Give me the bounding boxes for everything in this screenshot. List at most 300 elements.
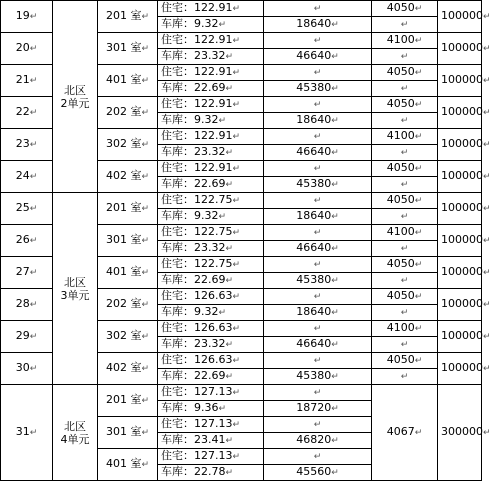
garage-area-text: 车库：9.32 bbox=[161, 209, 219, 222]
garage-amount bbox=[264, 401, 372, 417]
total-amount bbox=[438, 97, 491, 129]
paragraph-mark-icon: ↵ bbox=[331, 244, 339, 254]
room-number-text: 301 室 bbox=[105, 233, 142, 246]
residence-area bbox=[158, 385, 264, 401]
unit-price bbox=[372, 225, 438, 241]
paragraph-mark-icon: ↵ bbox=[483, 140, 491, 150]
residence-amount bbox=[264, 65, 372, 81]
garage-amount-text: 46640 bbox=[296, 145, 332, 158]
garage-amount-text: 18720 bbox=[296, 401, 332, 414]
paragraph-mark-icon: ↵ bbox=[232, 196, 241, 206]
unit-price-text: 4067 bbox=[386, 425, 415, 438]
paragraph-mark-icon: ↵ bbox=[483, 268, 491, 278]
paragraph-mark-icon: ↵ bbox=[313, 420, 322, 430]
room-number bbox=[98, 353, 158, 385]
paragraph-mark-icon: ↵ bbox=[141, 204, 150, 214]
paragraph-mark-icon: ↵ bbox=[313, 100, 322, 110]
room-number bbox=[98, 417, 158, 449]
row-number-text: 30 bbox=[15, 361, 30, 374]
garage-amount-text: 45560 bbox=[296, 465, 332, 478]
paragraph-mark-icon: ↵ bbox=[313, 164, 322, 174]
garage-amount-text: 45380 bbox=[296, 273, 332, 286]
unit-price bbox=[372, 1, 438, 17]
paragraph-mark-icon: ↵ bbox=[414, 132, 423, 142]
paragraph-mark-icon: ↵ bbox=[141, 460, 150, 470]
total-amount-text: 100000 bbox=[441, 73, 483, 86]
residence-area-text: 住宅：122.91 bbox=[161, 129, 233, 142]
residence-area bbox=[158, 97, 264, 113]
residence-amount bbox=[264, 353, 372, 369]
paragraph-mark-icon: ↵ bbox=[29, 172, 38, 182]
unit-price-blank bbox=[372, 17, 438, 33]
garage-amount bbox=[264, 337, 372, 353]
total-amount-text: 100000 bbox=[441, 297, 483, 310]
residence-area-text: 住宅：122.75 bbox=[161, 257, 233, 270]
paragraph-mark-icon: ↵ bbox=[483, 76, 491, 86]
paragraph-mark-icon: ↵ bbox=[331, 116, 339, 126]
paragraph-mark-icon: ↵ bbox=[232, 292, 241, 302]
row-number-text: 29 bbox=[15, 329, 30, 342]
garage-amount bbox=[264, 273, 372, 289]
paragraph-mark-icon: ↵ bbox=[414, 100, 423, 110]
total-amount bbox=[438, 257, 491, 289]
paragraph-mark-icon: ↵ bbox=[141, 108, 150, 118]
paragraph-mark-icon: ↵ bbox=[225, 244, 234, 254]
unit-price bbox=[372, 33, 438, 49]
row-number bbox=[1, 161, 53, 193]
paragraph-mark-icon: ↵ bbox=[232, 68, 241, 78]
unit-zone: 北区 bbox=[64, 419, 86, 433]
total-amount bbox=[438, 1, 491, 33]
paragraph-mark-icon: ↵ bbox=[218, 404, 227, 414]
total-amount bbox=[438, 321, 491, 353]
garage-area-text: 车库：22.69 bbox=[161, 273, 226, 286]
total-amount-text: 100000 bbox=[441, 41, 483, 54]
garage-area-text: 车库：22.69 bbox=[161, 81, 226, 94]
residence-area-text: 住宅：126.63 bbox=[161, 353, 233, 366]
unit-price-blank bbox=[372, 273, 438, 289]
unit-zone: 北区 bbox=[64, 275, 86, 289]
unit-price-text: 4100 bbox=[386, 129, 415, 142]
paragraph-mark-icon: ↵ bbox=[232, 420, 241, 430]
room-number-text: 201 室 bbox=[105, 9, 142, 22]
garage-amount-text: 46820 bbox=[296, 433, 332, 446]
paragraph-mark-icon: ↵ bbox=[331, 276, 339, 286]
paragraph-mark-icon: ↵ bbox=[141, 12, 150, 22]
paragraph-mark-icon: ↵ bbox=[232, 4, 241, 14]
residence-area bbox=[158, 65, 264, 81]
room-number bbox=[98, 321, 158, 353]
paragraph-mark-icon: ↵ bbox=[232, 388, 241, 398]
paragraph-mark-icon: ↵ bbox=[400, 84, 409, 94]
unit-label bbox=[53, 1, 98, 193]
paragraph-mark-icon: ↵ bbox=[331, 20, 339, 30]
paragraph-mark-icon: ↵ bbox=[29, 76, 38, 86]
paragraph-mark-icon: ↵ bbox=[29, 236, 38, 246]
unit-price bbox=[372, 161, 438, 177]
paragraph-mark-icon: ↵ bbox=[331, 436, 339, 446]
unit-price-blank bbox=[372, 49, 438, 65]
unit-label bbox=[53, 193, 98, 385]
paragraph-mark-icon: ↵ bbox=[232, 260, 241, 270]
garage-amount bbox=[264, 145, 372, 161]
residence-amount bbox=[264, 385, 372, 401]
paragraph-mark-icon: ↵ bbox=[400, 116, 409, 126]
unit-price-text: 4050 bbox=[386, 1, 415, 14]
unit-price bbox=[372, 321, 438, 337]
paragraph-mark-icon: ↵ bbox=[313, 356, 322, 366]
residence-amount bbox=[264, 321, 372, 337]
paragraph-mark-icon: ↵ bbox=[400, 308, 409, 318]
paragraph-mark-icon: ↵ bbox=[400, 276, 409, 286]
paragraph-mark-icon: ↵ bbox=[414, 428, 423, 438]
garage-amount-text: 45380 bbox=[296, 369, 332, 382]
paragraph-mark-icon: ↵ bbox=[225, 276, 234, 286]
residence-area-text: 住宅：122.91 bbox=[161, 33, 233, 46]
garage-area bbox=[158, 177, 264, 193]
garage-area-text: 车库：9.36 bbox=[161, 401, 219, 414]
residence-amount bbox=[264, 289, 372, 305]
garage-amount bbox=[264, 209, 372, 225]
unit-price-text: 4050 bbox=[386, 161, 415, 174]
paragraph-mark-icon: ↵ bbox=[400, 20, 409, 30]
total-amount bbox=[438, 65, 491, 97]
paragraph-mark-icon: ↵ bbox=[313, 452, 322, 462]
garage-area bbox=[158, 209, 264, 225]
garage-area-text: 车库：23.32 bbox=[161, 49, 226, 62]
unit-price-text: 4050 bbox=[386, 65, 415, 78]
paragraph-mark-icon: ↵ bbox=[141, 428, 150, 438]
paragraph-mark-icon: ↵ bbox=[232, 164, 241, 174]
unit-zone: 北区 bbox=[64, 83, 86, 97]
paragraph-mark-icon: ↵ bbox=[483, 300, 491, 310]
unit-price bbox=[372, 65, 438, 81]
garage-area-text: 车库：9.32 bbox=[161, 305, 219, 318]
residence-area-text: 住宅：122.91 bbox=[161, 97, 233, 110]
room-number-text: 201 室 bbox=[105, 393, 142, 406]
room-number bbox=[98, 97, 158, 129]
paragraph-mark-icon: ↵ bbox=[141, 300, 150, 310]
residence-amount bbox=[264, 257, 372, 273]
paragraph-mark-icon: ↵ bbox=[483, 172, 491, 182]
residence-amount bbox=[264, 1, 372, 17]
unit-price-text: 4100 bbox=[386, 33, 415, 46]
garage-area-text: 车库：23.32 bbox=[161, 241, 226, 254]
paragraph-mark-icon: ↵ bbox=[313, 388, 322, 398]
total-amount-text: 100000 bbox=[441, 361, 483, 374]
garage-area bbox=[158, 337, 264, 353]
garage-area-text: 车库：23.32 bbox=[161, 145, 226, 158]
paragraph-mark-icon: ↵ bbox=[141, 236, 150, 246]
garage-amount bbox=[264, 465, 372, 481]
unit-price-text: 4100 bbox=[386, 321, 415, 334]
paragraph-mark-icon: ↵ bbox=[483, 12, 491, 22]
residence-area bbox=[158, 1, 264, 17]
residence-amount bbox=[264, 97, 372, 113]
unit-label bbox=[53, 385, 98, 481]
paragraph-mark-icon: ↵ bbox=[232, 452, 241, 462]
garage-amount-text: 18640 bbox=[296, 17, 332, 30]
garage-amount bbox=[264, 81, 372, 97]
row-number bbox=[1, 321, 53, 353]
paragraph-mark-icon: ↵ bbox=[414, 68, 423, 78]
paragraph-mark-icon: ↵ bbox=[313, 132, 322, 142]
room-number-text: 402 室 bbox=[105, 169, 142, 182]
paragraph-mark-icon: ↵ bbox=[414, 260, 423, 270]
unit-price-blank bbox=[372, 177, 438, 193]
residence-amount bbox=[264, 129, 372, 145]
paragraph-mark-icon: ↵ bbox=[225, 52, 234, 62]
room-number bbox=[98, 193, 158, 225]
row-number-text: 27 bbox=[15, 265, 30, 278]
total-amount bbox=[438, 161, 491, 193]
garage-area bbox=[158, 465, 264, 481]
row-number-text: 25 bbox=[15, 201, 30, 214]
paragraph-mark-icon: ↵ bbox=[313, 228, 322, 238]
paragraph-mark-icon: ↵ bbox=[331, 468, 339, 478]
total-amount bbox=[438, 193, 491, 225]
residence-area-text: 住宅：126.63 bbox=[161, 321, 233, 334]
total-amount-text: 100000 bbox=[441, 233, 483, 246]
paragraph-mark-icon: ↵ bbox=[313, 36, 322, 46]
paragraph-mark-icon: ↵ bbox=[29, 44, 38, 54]
garage-amount-text: 46640 bbox=[296, 49, 332, 62]
room-number bbox=[98, 289, 158, 321]
residence-area-text: 住宅：127.13 bbox=[161, 449, 233, 462]
paragraph-mark-icon: ↵ bbox=[141, 140, 150, 150]
paragraph-mark-icon: ↵ bbox=[331, 180, 339, 190]
row-number bbox=[1, 1, 53, 33]
residence-amount bbox=[264, 193, 372, 209]
residence-area-text: 住宅：127.13 bbox=[161, 417, 233, 430]
total-amount-text: 100000 bbox=[441, 265, 483, 278]
unit-number: 3单元 bbox=[60, 288, 90, 302]
room-number bbox=[98, 33, 158, 65]
room-number-text: 402 室 bbox=[105, 361, 142, 374]
paragraph-mark-icon: ↵ bbox=[414, 228, 423, 238]
paragraph-mark-icon: ↵ bbox=[225, 372, 234, 382]
residence-area bbox=[158, 257, 264, 273]
paragraph-mark-icon: ↵ bbox=[400, 244, 409, 254]
total-amount bbox=[438, 225, 491, 257]
paragraph-mark-icon: ↵ bbox=[218, 20, 227, 30]
garage-area-text: 车库：22.69 bbox=[161, 369, 226, 382]
residence-area-text: 住宅：122.75 bbox=[161, 225, 233, 238]
room-number bbox=[98, 449, 158, 481]
row-number bbox=[1, 129, 53, 161]
residence-area bbox=[158, 161, 264, 177]
paragraph-mark-icon: ↵ bbox=[29, 332, 38, 342]
paragraph-mark-icon: ↵ bbox=[141, 44, 150, 54]
paragraph-mark-icon: ↵ bbox=[232, 132, 241, 142]
residence-area-text: 住宅：127.13 bbox=[161, 385, 233, 398]
paragraph-mark-icon: ↵ bbox=[29, 204, 38, 214]
room-number bbox=[98, 1, 158, 33]
garage-amount bbox=[264, 177, 372, 193]
paragraph-mark-icon: ↵ bbox=[313, 68, 322, 78]
paragraph-mark-icon: ↵ bbox=[414, 196, 423, 206]
garage-area bbox=[158, 401, 264, 417]
garage-amount-text: 46640 bbox=[296, 337, 332, 350]
paragraph-mark-icon: ↵ bbox=[483, 364, 491, 374]
paragraph-mark-icon: ↵ bbox=[331, 340, 339, 350]
total-amount-text: 100000 bbox=[441, 329, 483, 342]
unit-price-text: 4050 bbox=[386, 289, 415, 302]
garage-amount bbox=[264, 49, 372, 65]
room-number-text: 201 室 bbox=[105, 201, 142, 214]
garage-amount-text: 18640 bbox=[296, 209, 332, 222]
row-number bbox=[1, 193, 53, 225]
paragraph-mark-icon: ↵ bbox=[232, 324, 241, 334]
table-row bbox=[1, 193, 482, 209]
unit-price bbox=[372, 289, 438, 305]
garage-area-text: 车库：22.69 bbox=[161, 177, 226, 190]
paragraph-mark-icon: ↵ bbox=[313, 292, 322, 302]
residence-area bbox=[158, 449, 264, 465]
unit-price-text: 4050 bbox=[386, 257, 415, 270]
total-amount bbox=[438, 353, 491, 385]
paragraph-mark-icon: ↵ bbox=[141, 364, 150, 374]
row-number bbox=[1, 33, 53, 65]
paragraph-mark-icon: ↵ bbox=[414, 324, 423, 334]
row-number-text: 19 bbox=[15, 9, 30, 22]
total-amount bbox=[438, 385, 491, 481]
room-number bbox=[98, 385, 158, 417]
paragraph-mark-icon: ↵ bbox=[225, 340, 234, 350]
residence-area-text: 住宅：126.63 bbox=[161, 289, 233, 302]
paragraph-mark-icon: ↵ bbox=[400, 340, 409, 350]
paragraph-mark-icon: ↵ bbox=[313, 260, 322, 270]
paragraph-mark-icon: ↵ bbox=[141, 172, 150, 182]
residence-area bbox=[158, 289, 264, 305]
garage-amount-text: 46640 bbox=[296, 241, 332, 254]
row-number-text: 23 bbox=[15, 137, 30, 150]
table-row bbox=[1, 1, 482, 17]
total-amount bbox=[438, 129, 491, 161]
paragraph-mark-icon: ↵ bbox=[483, 236, 491, 246]
paragraph-mark-icon: ↵ bbox=[29, 428, 38, 438]
paragraph-mark-icon: ↵ bbox=[141, 76, 150, 86]
unit-price-blank bbox=[372, 81, 438, 97]
room-number-text: 401 室 bbox=[105, 73, 142, 86]
residence-amount bbox=[264, 161, 372, 177]
unit-price bbox=[372, 193, 438, 209]
room-number bbox=[98, 65, 158, 97]
garage-amount-text: 18640 bbox=[296, 305, 332, 318]
paragraph-mark-icon: ↵ bbox=[414, 292, 423, 302]
paragraph-mark-icon: ↵ bbox=[331, 372, 339, 382]
paragraph-mark-icon: ↵ bbox=[400, 372, 409, 382]
total-amount-text: 100000 bbox=[441, 105, 483, 118]
garage-area bbox=[158, 369, 264, 385]
unit-price-text: 4050 bbox=[386, 193, 415, 206]
residence-area bbox=[158, 129, 264, 145]
unit-price bbox=[372, 97, 438, 113]
garage-amount-text: 18640 bbox=[296, 113, 332, 126]
room-number-text: 202 室 bbox=[105, 105, 142, 118]
room-number bbox=[98, 161, 158, 193]
paragraph-mark-icon: ↵ bbox=[141, 332, 150, 342]
room-number-text: 401 室 bbox=[105, 265, 142, 278]
paragraph-mark-icon: ↵ bbox=[141, 268, 150, 278]
total-amount-text: 300000 bbox=[441, 425, 483, 438]
paragraph-mark-icon: ↵ bbox=[414, 36, 423, 46]
room-number-text: 401 室 bbox=[105, 457, 142, 470]
total-amount-text: 100000 bbox=[441, 137, 483, 150]
row-number-text: 24 bbox=[15, 169, 30, 182]
garage-area-text: 车库：22.78 bbox=[161, 465, 226, 478]
row-number bbox=[1, 385, 53, 481]
total-amount-text: 100000 bbox=[441, 201, 483, 214]
garage-amount bbox=[264, 433, 372, 449]
paragraph-mark-icon: ↵ bbox=[232, 356, 241, 366]
unit-price-text: 4100 bbox=[386, 225, 415, 238]
unit-price bbox=[372, 129, 438, 145]
paragraph-mark-icon: ↵ bbox=[331, 52, 339, 62]
paragraph-mark-icon: ↵ bbox=[414, 164, 423, 174]
residence-amount bbox=[264, 33, 372, 49]
room-number-text: 301 室 bbox=[105, 41, 142, 54]
unit-price-blank bbox=[372, 241, 438, 257]
total-amount bbox=[438, 289, 491, 321]
paragraph-mark-icon: ↵ bbox=[483, 332, 491, 342]
unit-price-blank bbox=[372, 145, 438, 161]
paragraph-mark-icon: ↵ bbox=[232, 100, 241, 110]
garage-area bbox=[158, 273, 264, 289]
row-number-text: 26 bbox=[15, 233, 30, 246]
paragraph-mark-icon: ↵ bbox=[331, 404, 339, 414]
residence-area bbox=[158, 33, 264, 49]
unit-price-blank bbox=[372, 305, 438, 321]
residence-area-text: 住宅：122.75 bbox=[161, 193, 233, 206]
garage-area-text: 车库：23.32 bbox=[161, 337, 226, 350]
total-amount-text: 100000 bbox=[441, 169, 483, 182]
garage-area bbox=[158, 17, 264, 33]
garage-amount bbox=[264, 113, 372, 129]
paragraph-mark-icon: ↵ bbox=[29, 268, 38, 278]
unit-price-blank bbox=[372, 113, 438, 129]
row-number-text: 20 bbox=[15, 41, 30, 54]
unit-number: 2单元 bbox=[60, 96, 90, 110]
paragraph-mark-icon: ↵ bbox=[232, 36, 241, 46]
garage-amount-text: 45380 bbox=[296, 81, 332, 94]
garage-area bbox=[158, 305, 264, 321]
garage-area bbox=[158, 241, 264, 257]
residence-amount bbox=[264, 449, 372, 465]
paragraph-mark-icon: ↵ bbox=[313, 4, 322, 14]
room-number-text: 202 室 bbox=[105, 297, 142, 310]
garage-amount bbox=[264, 369, 372, 385]
room-number-text: 302 室 bbox=[105, 329, 142, 342]
paragraph-mark-icon: ↵ bbox=[331, 148, 339, 158]
room-number-text: 302 室 bbox=[105, 137, 142, 150]
residence-amount bbox=[264, 417, 372, 433]
residence-area-text: 住宅：122.91 bbox=[161, 1, 233, 14]
paragraph-mark-icon: ↵ bbox=[331, 308, 339, 318]
garage-area bbox=[158, 81, 264, 97]
residence-area bbox=[158, 225, 264, 241]
paragraph-mark-icon: ↵ bbox=[414, 4, 423, 14]
paragraph-mark-icon: ↵ bbox=[218, 212, 227, 222]
garage-area-text: 车库：9.32 bbox=[161, 17, 219, 30]
room-number bbox=[98, 257, 158, 289]
paragraph-mark-icon: ↵ bbox=[400, 148, 409, 158]
paragraph-mark-icon: ↵ bbox=[414, 356, 423, 366]
paragraph-mark-icon: ↵ bbox=[483, 44, 491, 54]
unit-number: 4单元 bbox=[60, 432, 90, 446]
paragraph-mark-icon: ↵ bbox=[313, 324, 322, 334]
paragraph-mark-icon: ↵ bbox=[29, 300, 38, 310]
